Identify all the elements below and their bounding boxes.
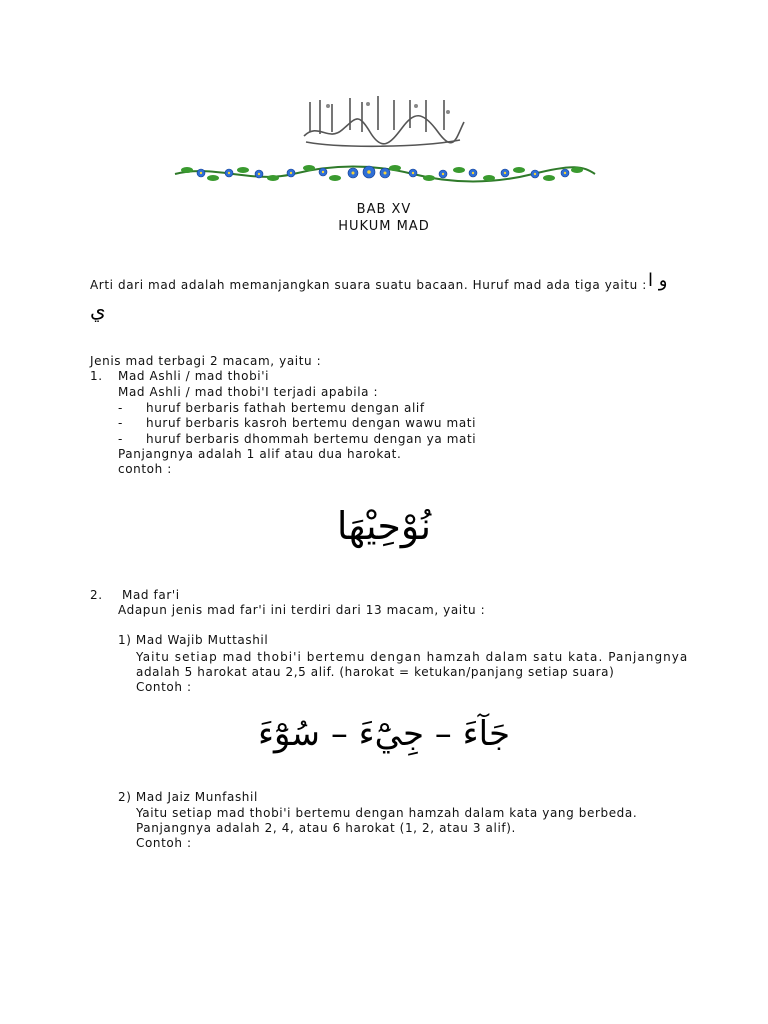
item1-number: 1. (90, 369, 103, 383)
item1-length: Panjangnya adalah 1 alif atau dua harokat. (118, 447, 402, 461)
bullet-mark: - (118, 432, 123, 446)
bullet-item: huruf berbaris kasroh bertemu dengan wawu mati (146, 416, 477, 430)
mad-letter-ya: ي (90, 298, 106, 322)
sub2-contoh: Contoh : (136, 836, 192, 850)
item1-condition: Mad Ashli / mad thobi'I terjadi apabila : (118, 385, 379, 399)
mad-letters-waw-alif: و ا (648, 270, 668, 291)
sub2-line1: Yaitu setiap mad thobi'i bertemu dengan hamzah dalam kata yang berbeda. (136, 806, 638, 820)
item1-label: Mad Ashli / mad thobi'i (118, 369, 270, 383)
page-title: HUKUM MAD (338, 219, 430, 234)
chapter-heading: BAB XV (356, 202, 412, 217)
jenis-heading: Jenis mad terbagi 2 macam, yaitu : (90, 354, 322, 368)
bullet-item: huruf berbaris dhommah bertemu dengan ya mati (146, 432, 477, 446)
bullet-mark: - (118, 416, 123, 430)
intro-text: Arti dari mad adalah memanjangkan suara suatu bacaan. Huruf mad ada tiga yaitu : (90, 278, 647, 292)
item2-intro: Adapun jenis mad far'i ini terdiri dari 13 macam, yaitu : (118, 603, 486, 617)
example-arabic-nuhiha: نُوْحِيْهَا (336, 504, 432, 548)
bullet-item: huruf berbaris fathah bertemu dengan alif (146, 401, 425, 415)
sub2-line2: Panjangnya adalah 2, 4, atau 6 harokat (1, 2, atau 3 alif). (136, 821, 516, 835)
sub2-label: 2) Mad Jaiz Munfashil (118, 790, 258, 804)
item2-label: Mad far'i (122, 588, 180, 602)
sub1-line2: adalah 5 harokat atau 2,5 alif. (harokat = ketukan/panjang setiap suara) (136, 665, 615, 679)
sub1-label: 1) Mad Wajib Muttashil (118, 633, 269, 647)
sub1-line1: Yaitu setiap mad thobi'i bertemu dengan hamzah dalam satu kata. Panjangnya (136, 650, 689, 664)
flower-garland-divider (173, 160, 597, 186)
bismillah-calligraphy-image (298, 92, 468, 150)
example-arabic-mad-wajib: جَآءَ – جِيْٓءَ – سُوْٓءَ (258, 714, 510, 754)
item2-number: 2. (90, 588, 103, 602)
item1-contoh: contoh : (118, 462, 172, 476)
sub1-contoh: Contoh : (136, 680, 192, 694)
bullet-mark: - (118, 401, 123, 415)
